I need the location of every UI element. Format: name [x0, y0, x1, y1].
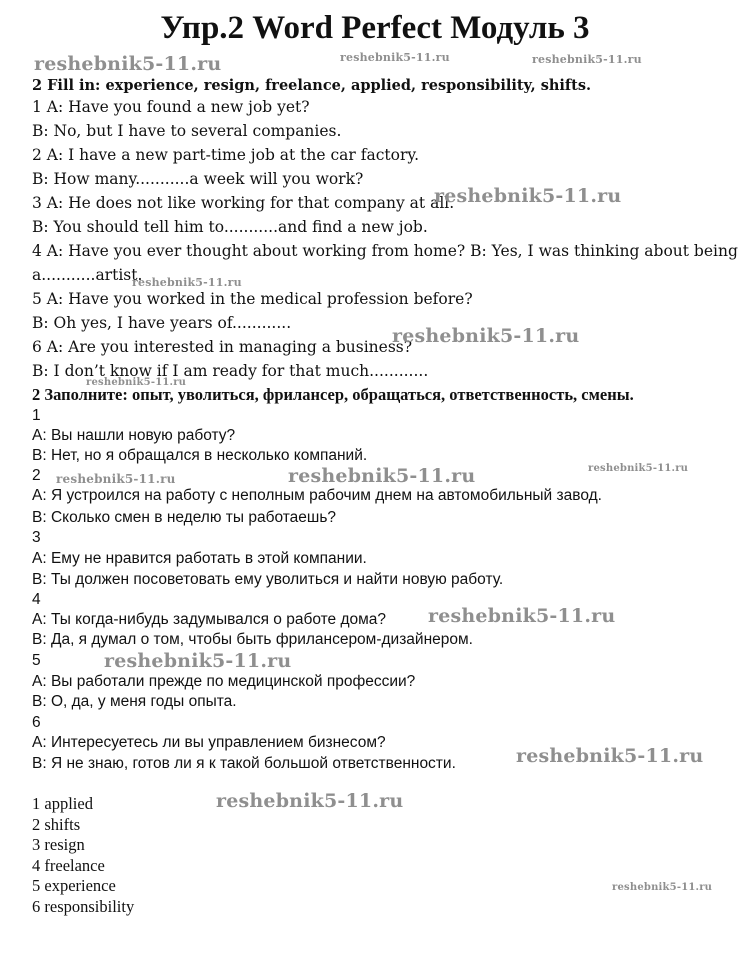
answer-item: 3 resign — [32, 835, 85, 854]
page-title: Упр.2 Word Perfect Модуль 3 — [160, 10, 590, 46]
english-line: 3 A: He does not like working for that company at all. — [32, 194, 455, 212]
russian-line: B: Да, я думал о том, чтобы быть фрилансером-дизайнером. — [32, 631, 473, 648]
watermark: reshebnik5-11.ru — [434, 185, 622, 207]
russian-line: B: Я не знаю, готов ли я к такой большой ответственности. — [32, 755, 456, 772]
russian-line: B: Сколько смен в неделю ты работаешь? — [32, 509, 337, 526]
english-line: 2 A: I have a new part-time job at the car factory. — [32, 146, 420, 164]
watermark: reshebnik5-11.ru — [392, 325, 580, 347]
english-heading: 2 Fill in: experience, resign, freelance, applied, responsibility, shifts. — [32, 77, 592, 94]
english-line: a...........artist. — [32, 266, 143, 284]
answer-item: 5 experience — [32, 876, 116, 895]
english-line: B: I don’t know if I am ready for that much............ — [32, 362, 429, 380]
russian-line: A: Ему не нравится работать в этой компании. — [32, 550, 367, 567]
watermark: reshebnik5-11.ru — [612, 882, 713, 893]
english-line: 6 A: Are you interested in managing a business? — [32, 338, 413, 356]
watermark: reshebnik5-11.ru — [340, 51, 450, 64]
watermark: reshebnik5-11.ru — [56, 472, 176, 486]
answer-item: 1 applied — [32, 794, 93, 813]
russian-line: B: Ты должен посоветовать ему уволиться и найти новую работу. — [32, 571, 504, 588]
answer-item: 4 freelance — [32, 856, 105, 875]
russian-line: A: Я устроился на работу с неполным рабочим днем на автомобильный завод. — [32, 487, 602, 504]
russian-line: 2 — [32, 467, 41, 484]
english-line: B: Oh yes, I have years of............ — [32, 314, 292, 332]
watermark: reshebnik5-11.ru — [216, 790, 404, 812]
english-line: 5 A: Have you worked in the medical profession before? — [32, 290, 473, 308]
watermark: reshebnik5-11.ru — [516, 745, 704, 767]
watermark: reshebnik5-11.ru — [428, 605, 616, 627]
watermark: reshebnik5-11.ru — [86, 377, 187, 388]
english-line: 4 A: Have you ever thought about working from home? B: Yes, I was thinking about being — [32, 242, 738, 260]
russian-line: 4 — [32, 591, 41, 608]
russian-line: A: Вы работали прежде по медицинской профессии? — [32, 673, 416, 690]
watermark: reshebnik5-11.ru — [588, 463, 689, 474]
russian-line: 5 — [32, 652, 41, 669]
watermark: reshebnik5-11.ru — [104, 650, 292, 672]
watermark: reshebnik5-11.ru — [132, 276, 242, 289]
russian-line: 1 — [32, 407, 41, 424]
watermark: reshebnik5-11.ru — [288, 465, 476, 487]
watermark: reshebnik5-11.ru — [532, 53, 642, 66]
russian-line: A: Интересуетесь ли вы управлением бизнесом? — [32, 734, 386, 751]
russian-line: B: О, да, у меня годы опыта. — [32, 693, 237, 710]
russian-line: A: Вы нашли новую работу? — [32, 427, 236, 444]
watermark: reshebnik5-11.ru — [34, 53, 222, 75]
russian-heading: 2 Заполните: опыт, уволиться, фрилансер, обращаться, ответственность, смены. — [32, 385, 634, 404]
russian-line: A: Ты когда-нибудь задумывался о работе дома? — [32, 611, 387, 628]
answer-item: 2 shifts — [32, 815, 81, 834]
english-line: B: No, but I have to several companies. — [32, 122, 342, 140]
answer-item: 6 responsibility — [32, 897, 135, 916]
english-line: B: How many...........a week will you work? — [32, 170, 364, 188]
russian-line: 3 — [32, 529, 41, 546]
english-line: B: You should tell him to...........and find a new job. — [32, 218, 428, 236]
russian-line: 6 — [32, 714, 41, 731]
english-line: 1 A: Have you found a new job yet? — [32, 98, 310, 116]
russian-line: B: Нет, но я обращался в несколько компаний. — [32, 447, 368, 464]
